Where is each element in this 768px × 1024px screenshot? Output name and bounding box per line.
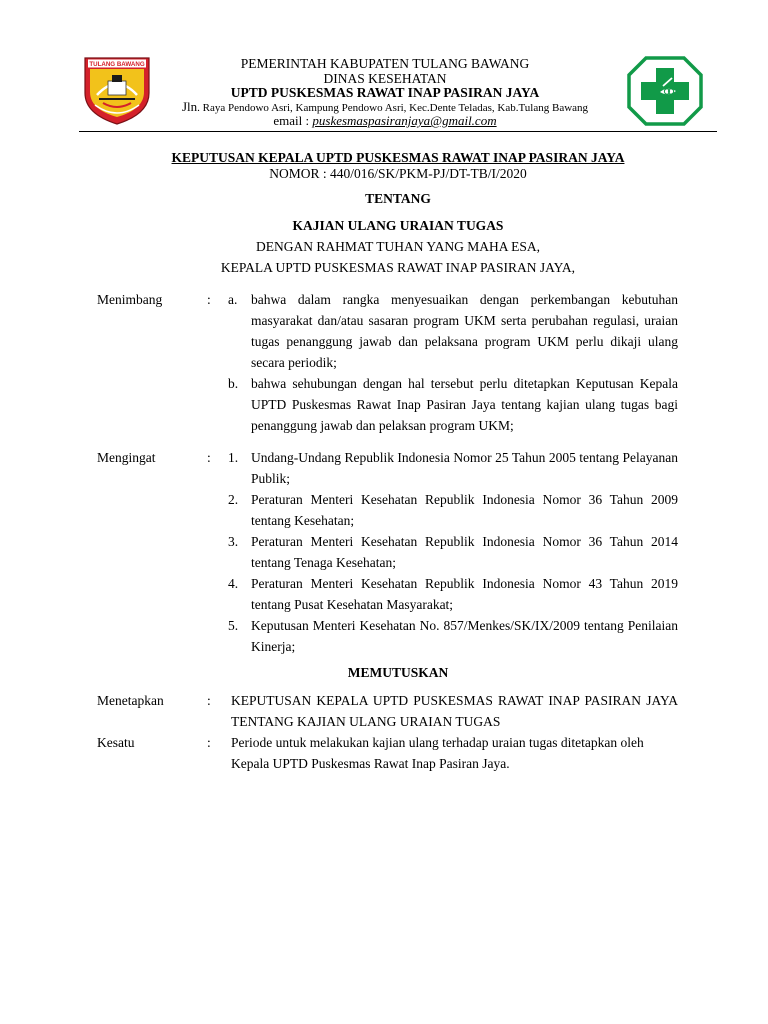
kepala-line: KEPALA UPTD PUSKESMAS RAWAT INAP PASIRAN JAYA, (220, 260, 576, 275)
address-prefix: Jln (181, 99, 198, 114)
menetapkan-text: KEPUTUSAN KEPALA UPTD PUSKESMAS RAWAT INAP PASIRAN JAYA TENTANG KAJIAN ULANG URAIAN TUGAS (231, 693, 678, 729)
menetapkan-label: Menetapkan (97, 693, 164, 708)
kesatu-label: Kesatu (97, 735, 135, 750)
email-label: email : (273, 113, 313, 128)
header-email (150, 113, 620, 129)
decree-subject: KAJIAN ULANG URAIAN TUGAS (292, 218, 504, 233)
mengingat-item-number: 3. (228, 534, 239, 549)
menimbang-colon: : (207, 292, 211, 307)
mengingat-item-text: Keputusan Menteri Kesehatan No. 857/Menkes/SK/IX/2009 tentang Penilaian Kinerja; (251, 618, 678, 654)
menetapkan-colon: : (207, 693, 211, 708)
tulang-bawang-emblem-logo (81, 55, 153, 125)
email-link[interactable]: puskesmaspasiranjaya@gmail.com (312, 113, 497, 128)
menimbang-item-number: a. (228, 292, 238, 307)
mengingat-item-number: 5. (228, 618, 239, 633)
address-text: . Raya Pendowo Asri, Kampung Pendowo Asri, Kec.Dente Teladas, Kab.Tulang Bawang (197, 102, 589, 114)
menimbang-item-text: bahwa sehubungan dengan hal tersebut perlu ditetapkan Keputusan Kepala UPTD Puskesmas Rawat Inap Pasiran Jaya tentang kajian ulang tugas bagi penanggung jawab dan pelaksan program UKM; (251, 376, 678, 433)
puskesmas-logo (627, 56, 703, 126)
mengingat-item-text: Peraturan Menteri Kesehatan Republik Indonesia Nomor 43 Tahun 2019 tentang Pusat Kesehatan Masyarakat; (251, 576, 678, 612)
header-puskesmas: UPTD PUSKESMAS RAWAT INAP PASIRAN JAYA (230, 85, 540, 100)
rahmat-line: DENGAN RAHMAT TUHAN YANG MAHA ESA, (255, 239, 540, 254)
menimbang-label: Menimbang (97, 292, 163, 307)
mengingat-item-text: Peraturan Menteri Kesehatan Republik Indonesia Nomor 36 Tahun 2014 tentang Tenaga Kesehatan; (251, 534, 678, 570)
header-agency: DINAS KESEHATAN (323, 71, 447, 86)
decree-title: KEPUTUSAN KEPALA UPTD PUSKESMAS RAWAT INAP PASIRAN JAYA (171, 150, 625, 165)
kesatu-colon: : (207, 735, 211, 750)
kesatu-text: Periode untuk melakukan kajian ulang terhadap uraian tugas ditetapkan oleh Kepala UPTD Puskesmas Rawat Inap Pasiran Jaya. (231, 735, 644, 771)
mengingat-item-text: Undang-Undang Republik Indonesia Nomor 25 Tahun 2005 tentang Pelayanan Publik; (251, 450, 678, 486)
header-divider (79, 131, 717, 132)
mengingat-item-text: Peraturan Menteri Kesehatan Republik Indonesia Nomor 36 Tahun 2009 tentang Kesehatan; (251, 492, 678, 528)
mengingat-item-number: 1. (228, 450, 239, 465)
mengingat-item-number: 4. (228, 576, 239, 591)
tentang-heading: TENTANG (365, 191, 431, 206)
decree-number: NOMOR : 440/016/SK/PKM-PJ/DT-TB/I/2020 (269, 166, 527, 181)
emblem-lettering: TULANG BAWANG (89, 61, 145, 68)
mengingat-item-number: 2. (228, 492, 239, 507)
mengingat-label: Mengingat (97, 450, 156, 465)
menimbang-item-text: bahwa dalam rangka menyesuaikan dengan perkembangan kebutuhan masyarakat dan/atau sasaran program UKM serta perubahan regulasi, uraian tugas penanggung jawab dan pelaksana program UKM perlu dikaji ulang secara periodik; (251, 292, 678, 370)
mengingat-colon: : (207, 450, 211, 465)
menimbang-item-number: b. (228, 376, 239, 391)
header-government: PEMERINTAH KABUPATEN TULANG BAWANG (240, 56, 530, 71)
memutuskan-heading: MEMUTUSKAN (347, 665, 449, 680)
